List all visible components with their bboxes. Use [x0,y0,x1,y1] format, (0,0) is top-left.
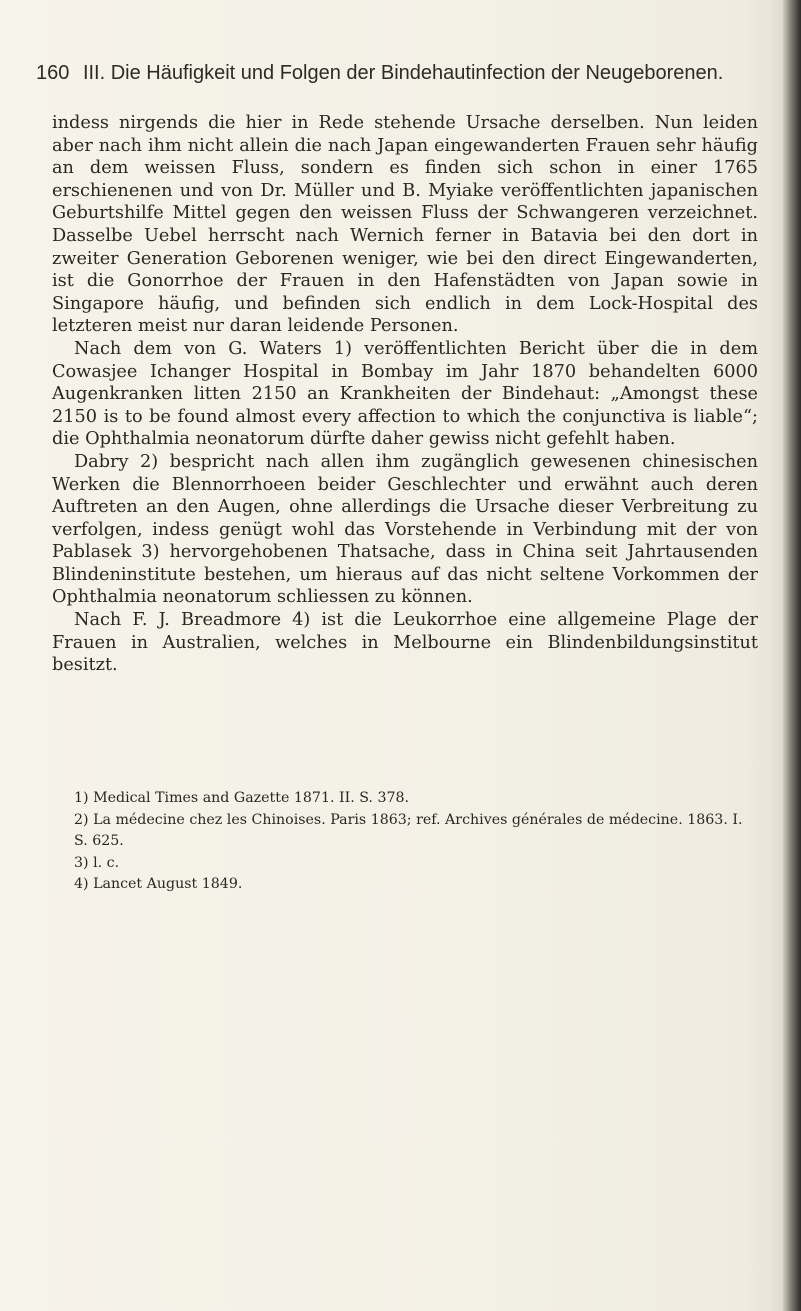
page-number: 160 [36,62,70,84]
body-text [52,112,758,677]
footnotes [52,788,758,896]
book-binding-edge [783,0,801,1311]
paragraph-2: Nach dem von G. Waters 1) veröffentlichten Bericht über die in dem Cowasjee Ichanger Hospital in Bombay im Jahr 1870 behandelten 6000 Augenkranken litten 2150 an Krankheiten der Bindehaut: „Amongst these 2150 is to be found almost every affection to which the conjunctiva is liable“; die Ophthalmia neonatorum dürfte daher gewiss nicht gefehlt haben. [52,338,758,450]
footnote-4: 4) Lancet August 1849. [74,876,243,893]
paragraph-3: Dabry 2) bespricht nach allen ihm zugänglich gewesenen chinesischen Werken die Blennorrhoeen beider Geschlechter und erwähnt auch deren Auftreten an den Augen, ohne allerdings die Ursache dieser Verbreitung zu verfolgen, indess genügt wohl das Vorstehende in Verbindung mit der von Pablasek 3) hervorgehobenen Thatsache, dass in China seit Jahrtausenden Blindeninstitute bestehen, um hieraus auf das nicht seltene Vorkommen der Ophthalmia neonatorum schliessen zu können. [52,451,758,608]
running-title: III. Die Häufigkeit und Folgen der Bindehautinfection der Neugeborenen. [82,62,724,84]
footnote-1: 1) Medical Times and Gazette 1871. II. S. 378. [74,790,410,806]
paragraph-1: indess nirgends die hier in Rede stehende Ursache derselben. Nun leiden aber nach ihm nicht allein die nach Japan eingewanderten Frauen sehr häufig an dem weissen Fluss, sondern es finden sich schon in einer 1765 erschienenen und von Dr. Müller und B. Myiake veröffentlichten japanischen Geburtshilfe Mittel gegen den weissen Fluss der Schwangeren verzeichnet. Dasselbe Uebel herrscht nach Wernich ferner in Batavia bei den dort in zweiter Generation Geborenen weniger, wie bei den direct Eingewanderten, ist die Gonorrhoe der Frauen in den Hafenstädten von Japan sowie in Singapore häufig, und befinden sich endlich in dem Lock-Hospital des letzteren meist nur daran leidende Personen. [52,113,758,337]
footnote-2: 2) La médecine chez les Chinoises. Paris 1863; ref. Archives générales de médecine. 1863. I. S. 625. [74,811,743,850]
footnote-3: 3) l. c. [74,854,120,871]
paragraph-4: Nach F. J. Breadmore 4) ist die Leukorrhoe eine allgemeine Plage der Frauen in Australien, welches in Melbourne ein Blindenbildungsinstitut besitzt. [52,610,758,676]
running-header [36,62,756,92]
